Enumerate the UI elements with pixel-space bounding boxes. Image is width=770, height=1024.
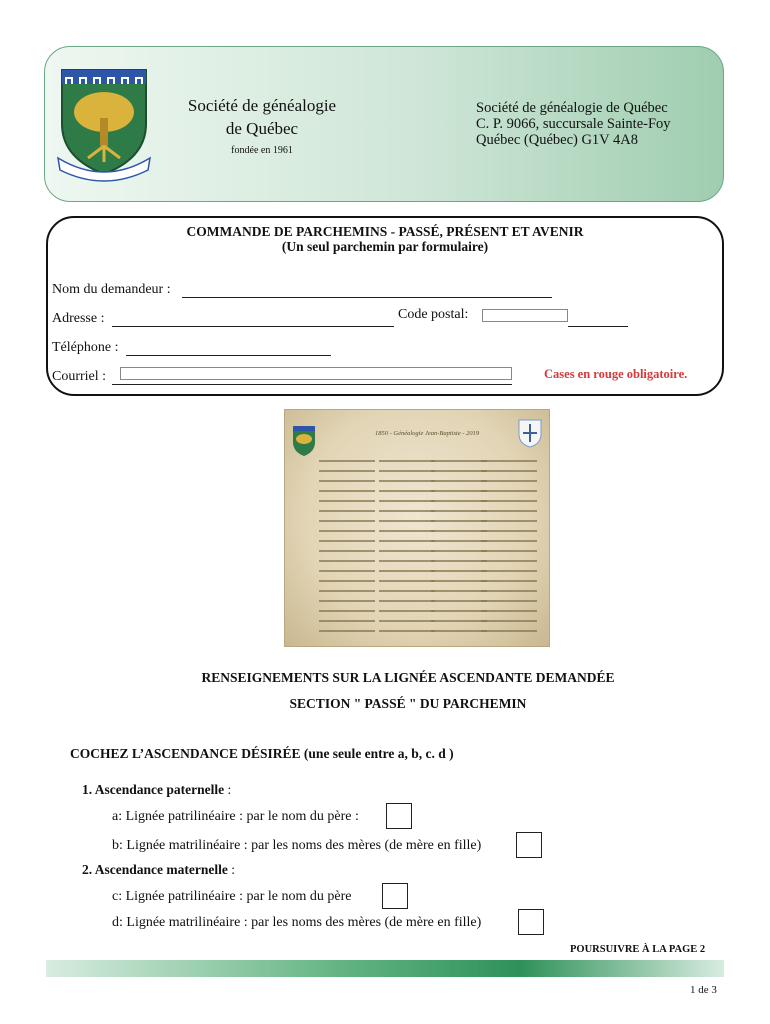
- postal-code-label: Code postal:: [398, 307, 469, 322]
- required-note: Cases en rouge obligatoire.: [544, 367, 688, 381]
- option-c-checkbox[interactable]: [382, 883, 408, 909]
- name-field[interactable]: [182, 297, 552, 298]
- address-line1: Société de généalogie de Québec: [476, 100, 668, 116]
- phone-label: Téléphone :: [52, 340, 119, 355]
- maternal-heading-colon: :: [227, 862, 235, 877]
- continue-note: POURSUIVRE À LA PAGE 2: [570, 944, 706, 955]
- postal-code-input[interactable]: [482, 309, 568, 322]
- paternal-heading-text: 1. Ascendance paternelle: [82, 782, 225, 797]
- maternal-heading-text: 2. Ascendance maternelle: [82, 862, 228, 877]
- thumb-title: 1850 - Généalogie Jean-Baptiste - 2019: [375, 430, 480, 437]
- option-b-checkbox[interactable]: [516, 832, 542, 858]
- email-input[interactable]: [120, 367, 512, 380]
- mailing-address: [476, 100, 671, 148]
- org-name: [172, 94, 352, 140]
- footer-bar: [46, 960, 724, 977]
- option-d-checkbox[interactable]: [518, 909, 544, 935]
- page-number: 1 de 3: [690, 984, 717, 996]
- thumb-logo-icon: [291, 424, 317, 458]
- name-label: Nom du demandeur :: [52, 282, 171, 297]
- thumb-column-3: [431, 460, 487, 640]
- address-line2: C. P. 9066, succursale Sainte-Foy: [476, 116, 671, 132]
- option-c-label: c: Lignée patrilinéaire : par le nom du père: [112, 889, 352, 904]
- org-founded: fondée en 1961: [231, 145, 293, 156]
- section-title-line2: SECTION " PASSÉ " DU PARCHEMIN: [289, 696, 527, 711]
- address-label: Adresse :: [52, 311, 105, 326]
- address-line3: Québec (Québec) G1V 4A8: [476, 132, 638, 148]
- paternal-heading-colon: :: [224, 782, 232, 797]
- option-a-label: a: Lignée patrilinéaire : par le nom du père :: [112, 809, 359, 824]
- thumb-column-4: [481, 460, 537, 640]
- instruction-heading: COCHEZ L’ASCENDANCE DÉSIRÉE (une seule entre a, b, c. d ): [70, 746, 454, 761]
- maternal-heading: [82, 862, 235, 878]
- option-a-checkbox[interactable]: [386, 803, 412, 829]
- paternal-heading: [82, 782, 231, 798]
- thumb-column-1: [319, 460, 375, 640]
- society-logo: [56, 62, 152, 186]
- section-title-line1: RENSEIGNEMENTS SUR LA LIGNÉE ASCENDANTE DEMANDÉE: [201, 670, 615, 685]
- phone-field[interactable]: [126, 355, 331, 356]
- form-title: [46, 224, 724, 254]
- email-underline: [112, 384, 512, 385]
- option-d-label: d: Lignée matrilinéaire : par les noms des mères (de mère en fille): [112, 915, 482, 930]
- org-name-line2: de Québec: [225, 119, 299, 138]
- thumb-crest-icon: [517, 418, 543, 448]
- form-title-line2: (Un seul parchemin par formulaire): [281, 239, 489, 254]
- email-label: Courriel :: [52, 369, 107, 384]
- org-name-line1: Société de généalogie: [187, 96, 337, 115]
- address-field[interactable]: [112, 326, 394, 327]
- thumb-column-2: [379, 460, 435, 640]
- parchment-sample-image: [284, 409, 550, 647]
- option-b-label: b: Lignée matrilinéaire : par les noms des mères (de mère en fille): [112, 838, 482, 853]
- form-title-line1: COMMANDE DE PARCHEMINS - PASSÉ, PRÉSENT ET AVENIR: [186, 224, 584, 239]
- postal-code-underline: [568, 326, 628, 327]
